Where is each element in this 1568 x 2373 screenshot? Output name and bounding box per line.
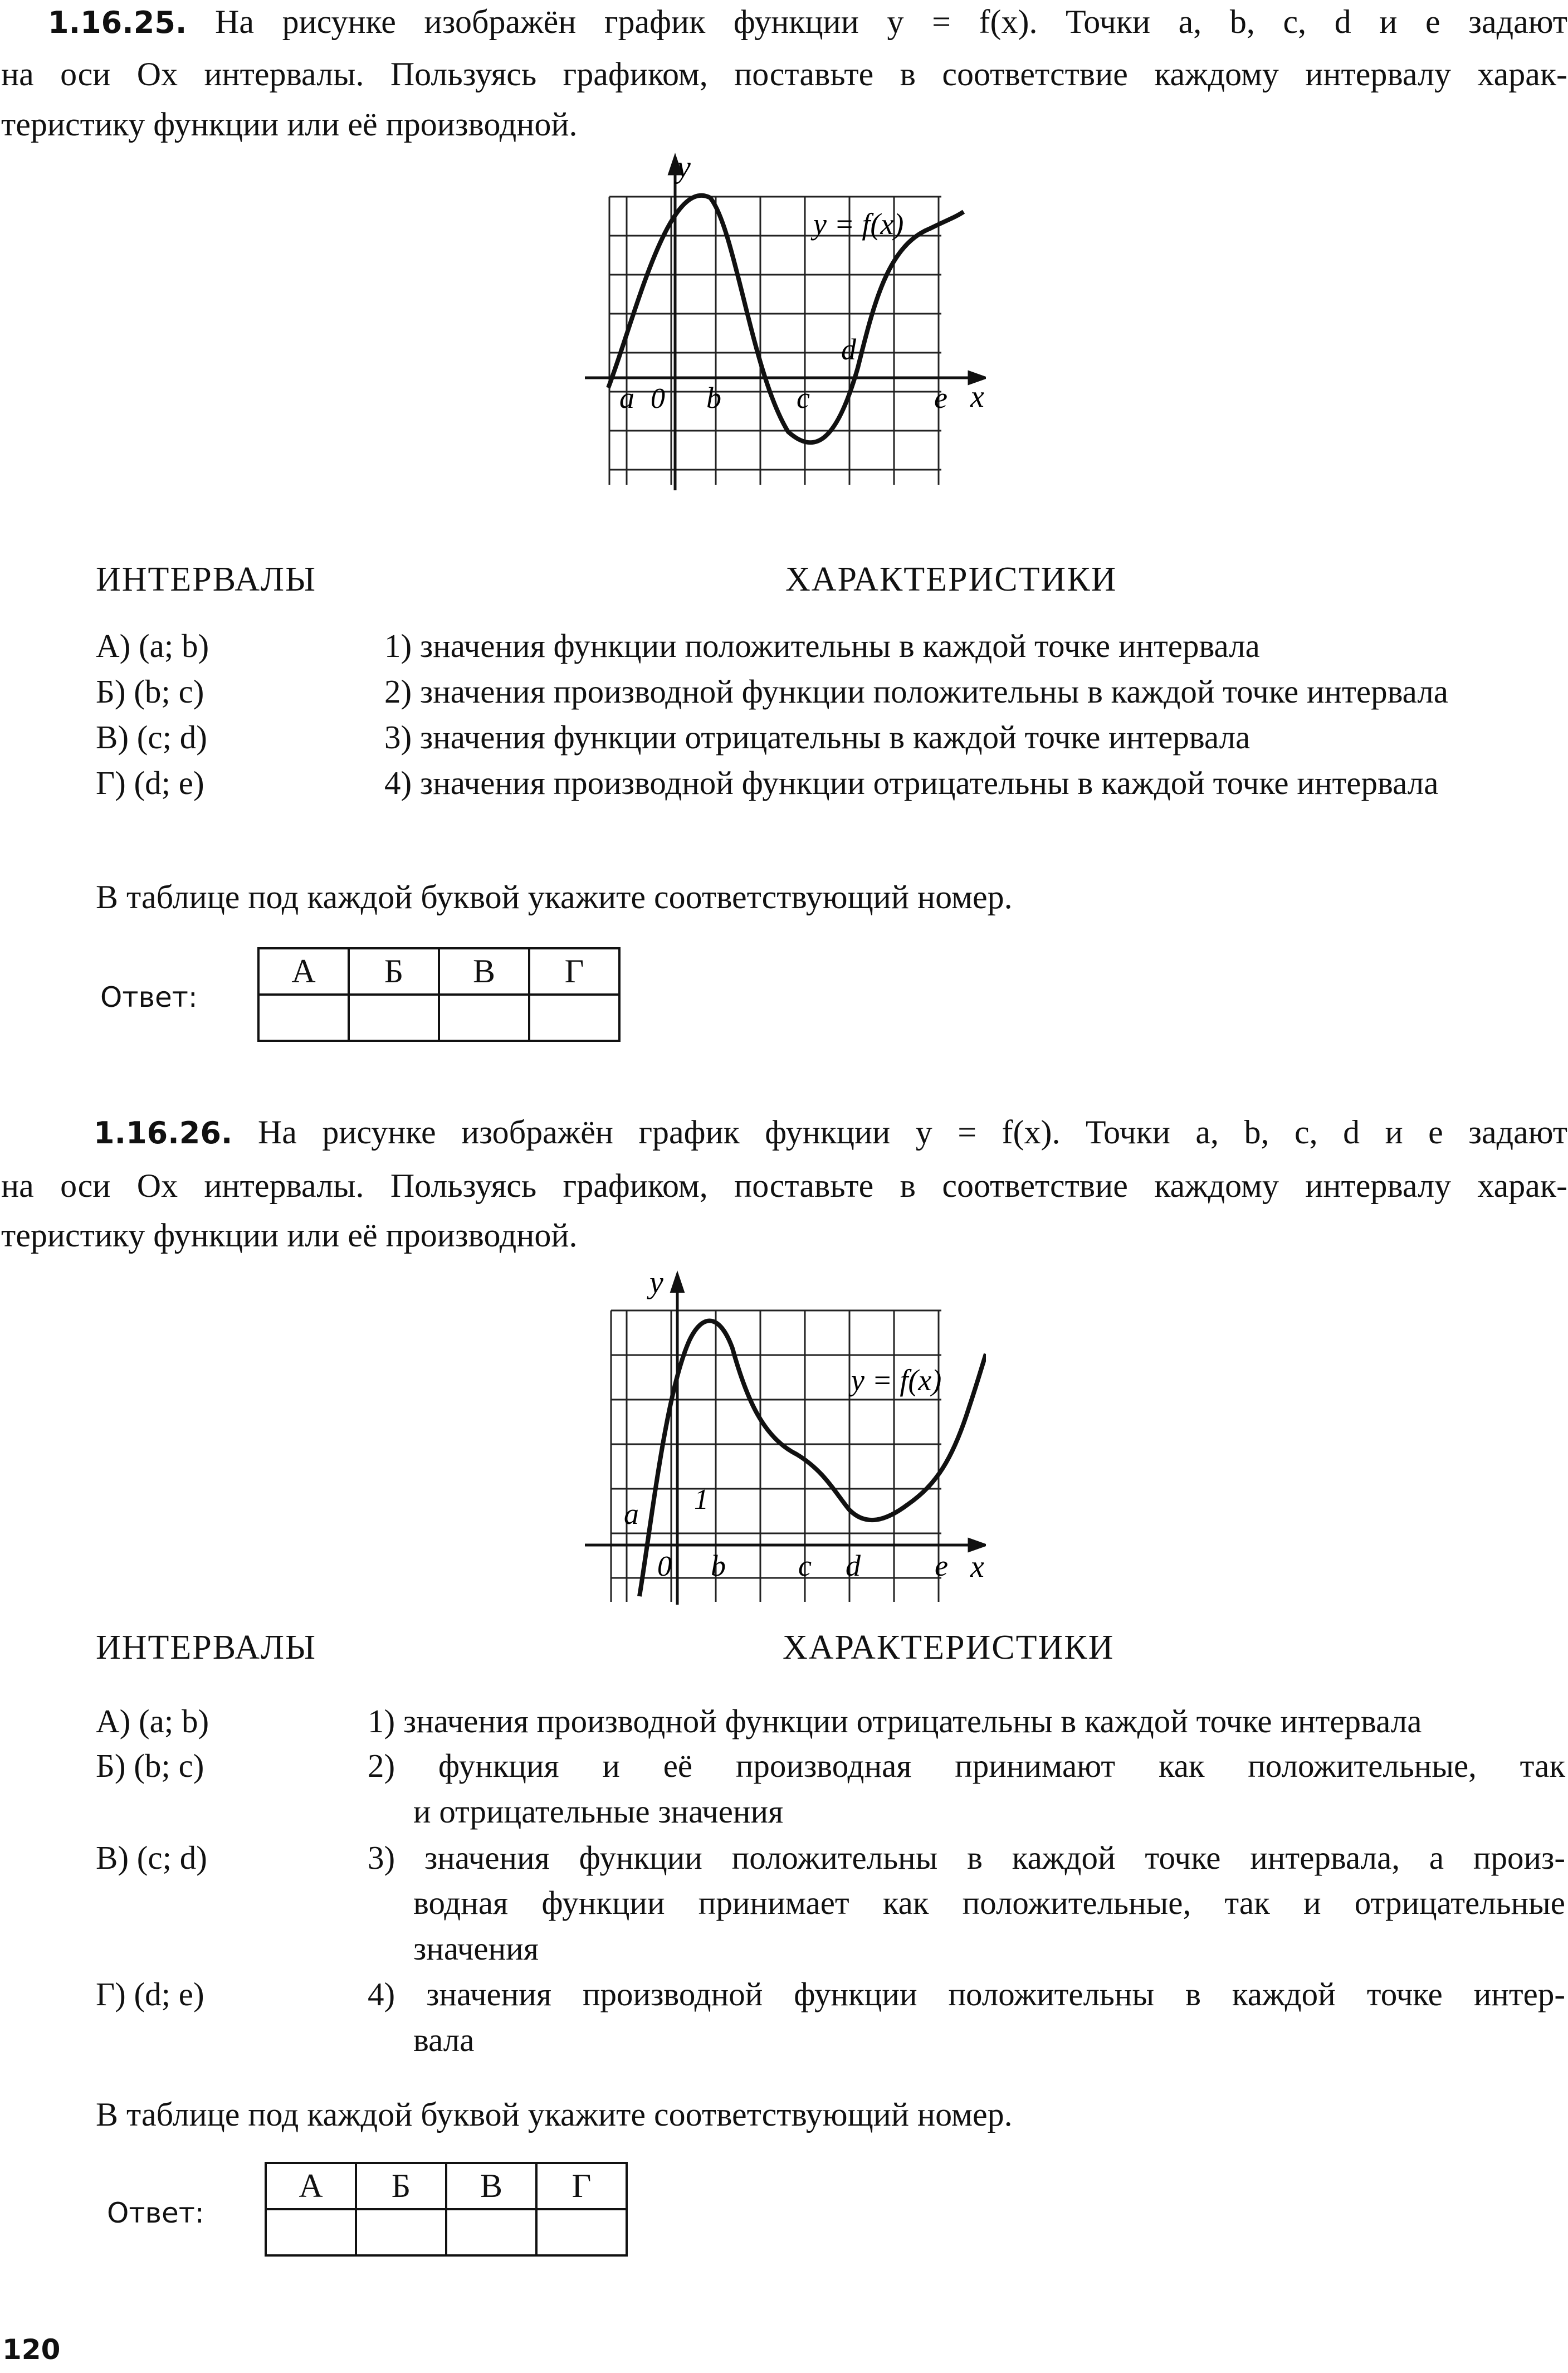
problem-1-function-label: y = f(x) bbox=[813, 207, 904, 241]
problem-2-statement-line-3 bbox=[1, 1210, 577, 1260]
problem-2-answer-header-V: В bbox=[446, 2163, 536, 2209]
problem-2-origin-label: 0 bbox=[657, 1551, 672, 1582]
problem-2-point-b: b bbox=[711, 1549, 726, 1582]
problem-2-answer-cell-A[interactable] bbox=[266, 2209, 356, 2255]
problem-2-point-e: e bbox=[935, 1549, 948, 1582]
x-axis-arrow-icon bbox=[969, 1539, 985, 1551]
problem-1-interval-V: В) (c; d) bbox=[96, 719, 207, 756]
problem-2-answer-table bbox=[265, 2162, 628, 2257]
problem-2-interval-B: Б) (b; c) bbox=[96, 1747, 204, 1784]
problem-1-graph bbox=[585, 150, 986, 513]
problem-2-characteristic-4: 4) значения производной функции положительны в каждой точке интер- bbox=[368, 1976, 1565, 2013]
problem-1-characteristic-1: 1) значения функции положительны в каждой точке интервала bbox=[384, 627, 1260, 664]
problem-1-point-a: a bbox=[619, 381, 634, 415]
problem-1-answer-table bbox=[257, 947, 621, 1042]
problem-1-point-d: d bbox=[841, 333, 856, 366]
problem-1-origin-label: 0 bbox=[651, 383, 665, 415]
problem-2-characteristic-3-cont-2: значения bbox=[413, 1930, 539, 1967]
problem-2-one-label: 1 bbox=[694, 1484, 709, 1516]
problem-1-characteristic-4: 4) значения производной функции отрицательны в каждой точке интервала bbox=[384, 764, 1439, 801]
problem-2-text-1: На рисунке изображён график функции y = f(x). Точки a, b, c, d и e задают bbox=[257, 1114, 1568, 1151]
problem-1-answer-label: Ответ: bbox=[100, 981, 198, 1013]
problem-2-function-label: y = f(x) bbox=[851, 1363, 942, 1397]
problem-1-number: 1.16.25. bbox=[48, 5, 187, 40]
problem-1-text-1: На рисунке изображён график функции y = f(x). Точки a, b, c, d и e задают bbox=[215, 3, 1568, 40]
problem-1-answer-header-B: Б bbox=[349, 948, 439, 995]
page-number: 120 bbox=[2, 2333, 61, 2366]
problem-1-x-label: x bbox=[970, 379, 984, 414]
problem-1-characteristic-2: 2) значения производной функции положительны в каждой точке интервала bbox=[384, 673, 1448, 710]
problem-2-interval-V: В) (c; d) bbox=[96, 1839, 207, 1876]
problem-1-statement-line-3 bbox=[1, 99, 577, 149]
problem-2-characteristic-3-cont: водная функции принимает как положительные, так и отрицательные bbox=[413, 1884, 1565, 1921]
problem-2-answer-cell-B[interactable] bbox=[356, 2209, 446, 2255]
problem-2-characteristics-heading: ХАРАКТЕРИСТИКИ bbox=[783, 1629, 1115, 1667]
problem-2-answer-header-G: Г bbox=[536, 2163, 627, 2209]
problem-1-statement-line-2 bbox=[1, 49, 1567, 99]
problem-2-text-2: на оси Ox интервалы. Пользуясь графиком, поставьте в соответствие каждому интервалу харак- bbox=[1, 1167, 1567, 1204]
problem-2-characteristic-2-cont: и отрицательные значения bbox=[413, 1793, 784, 1830]
y-axis-arrow-icon bbox=[672, 1275, 683, 1292]
problem-2-graph bbox=[585, 1270, 986, 1621]
problem-1-interval-A: А) (a; b) bbox=[96, 627, 209, 664]
problem-2-text-3: теристику функции или её производной. bbox=[1, 1217, 578, 1254]
problem-1-axes bbox=[585, 157, 985, 490]
problem-2-statement-line-2 bbox=[1, 1161, 1567, 1211]
problem-2-answer-cell-G[interactable] bbox=[536, 2209, 627, 2255]
problem-1-intervals-heading: ИНТЕРВАЛЫ bbox=[96, 561, 317, 598]
problem-1-interval-G: Г) (d; e) bbox=[96, 764, 204, 801]
problem-2-x-label: x bbox=[970, 1549, 984, 1584]
problem-2-point-c: c bbox=[798, 1549, 812, 1582]
problem-2-answer-header-B: Б bbox=[356, 2163, 446, 2209]
problem-2-characteristic-2: 2) функция и её производная принимают как положительные, так bbox=[368, 1747, 1565, 1784]
problem-1-interval-B: Б) (b; c) bbox=[96, 673, 204, 710]
problem-2-characteristic-3: 3) значения функции положительны в каждой точке интервала, а произ- bbox=[368, 1839, 1565, 1876]
problem-1-text-2: на оси Ox интервалы. Пользуясь графиком, поставьте в соответствие каждому интервалу харак- bbox=[1, 56, 1567, 92]
problem-2-characteristic-1: 1) значения производной функции отрицательны в каждой точке интервала bbox=[368, 1703, 1422, 1739]
problem-2-interval-A: А) (a; b) bbox=[96, 1703, 209, 1739]
problem-1-answer-cell-V[interactable] bbox=[439, 995, 529, 1041]
problem-2-characteristic-4-cont: вала bbox=[413, 2021, 475, 2058]
problem-2-answer-label: Ответ: bbox=[107, 2197, 204, 2229]
problem-1-answer-header-A: А bbox=[258, 948, 349, 995]
problem-2-y-label: y bbox=[649, 1270, 663, 1300]
problem-2-interval-G: Г) (d; e) bbox=[96, 1976, 204, 2013]
problem-1-characteristics-heading: ХАРАКТЕРИСТИКИ bbox=[785, 561, 1117, 598]
problem-1-answer-cell-A[interactable] bbox=[258, 995, 349, 1041]
problem-2-instruction: В таблице под каждой буквой укажите соответствующий номер. bbox=[96, 2096, 1013, 2133]
problem-1-statement-line-1 bbox=[48, 0, 1567, 48]
problem-1-characteristic-3: 3) значения функции отрицательны в каждой точке интервала bbox=[384, 719, 1251, 756]
problem-2-answer-cell-V[interactable] bbox=[446, 2209, 536, 2255]
problem-2-intervals-heading: ИНТЕРВАЛЫ bbox=[96, 1629, 317, 1667]
problem-2-function-curve bbox=[639, 1321, 986, 1596]
problem-1-text-3: теристику функции или её производной. bbox=[1, 106, 578, 143]
problem-2-answer-header-A: А bbox=[266, 2163, 356, 2209]
problem-2-number: 1.16.26. bbox=[94, 1115, 233, 1151]
problem-1-point-c: c bbox=[797, 381, 810, 415]
problem-1-point-e: e bbox=[934, 381, 947, 415]
problem-1-instruction: В таблице под каждой буквой укажите соответствующий номер. bbox=[96, 879, 1013, 915]
problem-1-point-b: b bbox=[706, 381, 721, 415]
problem-1-answer-cell-B[interactable] bbox=[349, 995, 439, 1041]
problem-1-answer-header-G: Г bbox=[529, 948, 619, 995]
problem-2-point-d: d bbox=[846, 1549, 861, 1582]
problem-2-point-a: a bbox=[624, 1497, 639, 1531]
problem-1-y-label: y bbox=[677, 150, 691, 184]
problem-1-answer-header-V: В bbox=[439, 948, 529, 995]
problem-2-statement-line-1 bbox=[94, 1107, 1567, 1158]
problem-1-answer-cell-G[interactable] bbox=[529, 995, 619, 1041]
